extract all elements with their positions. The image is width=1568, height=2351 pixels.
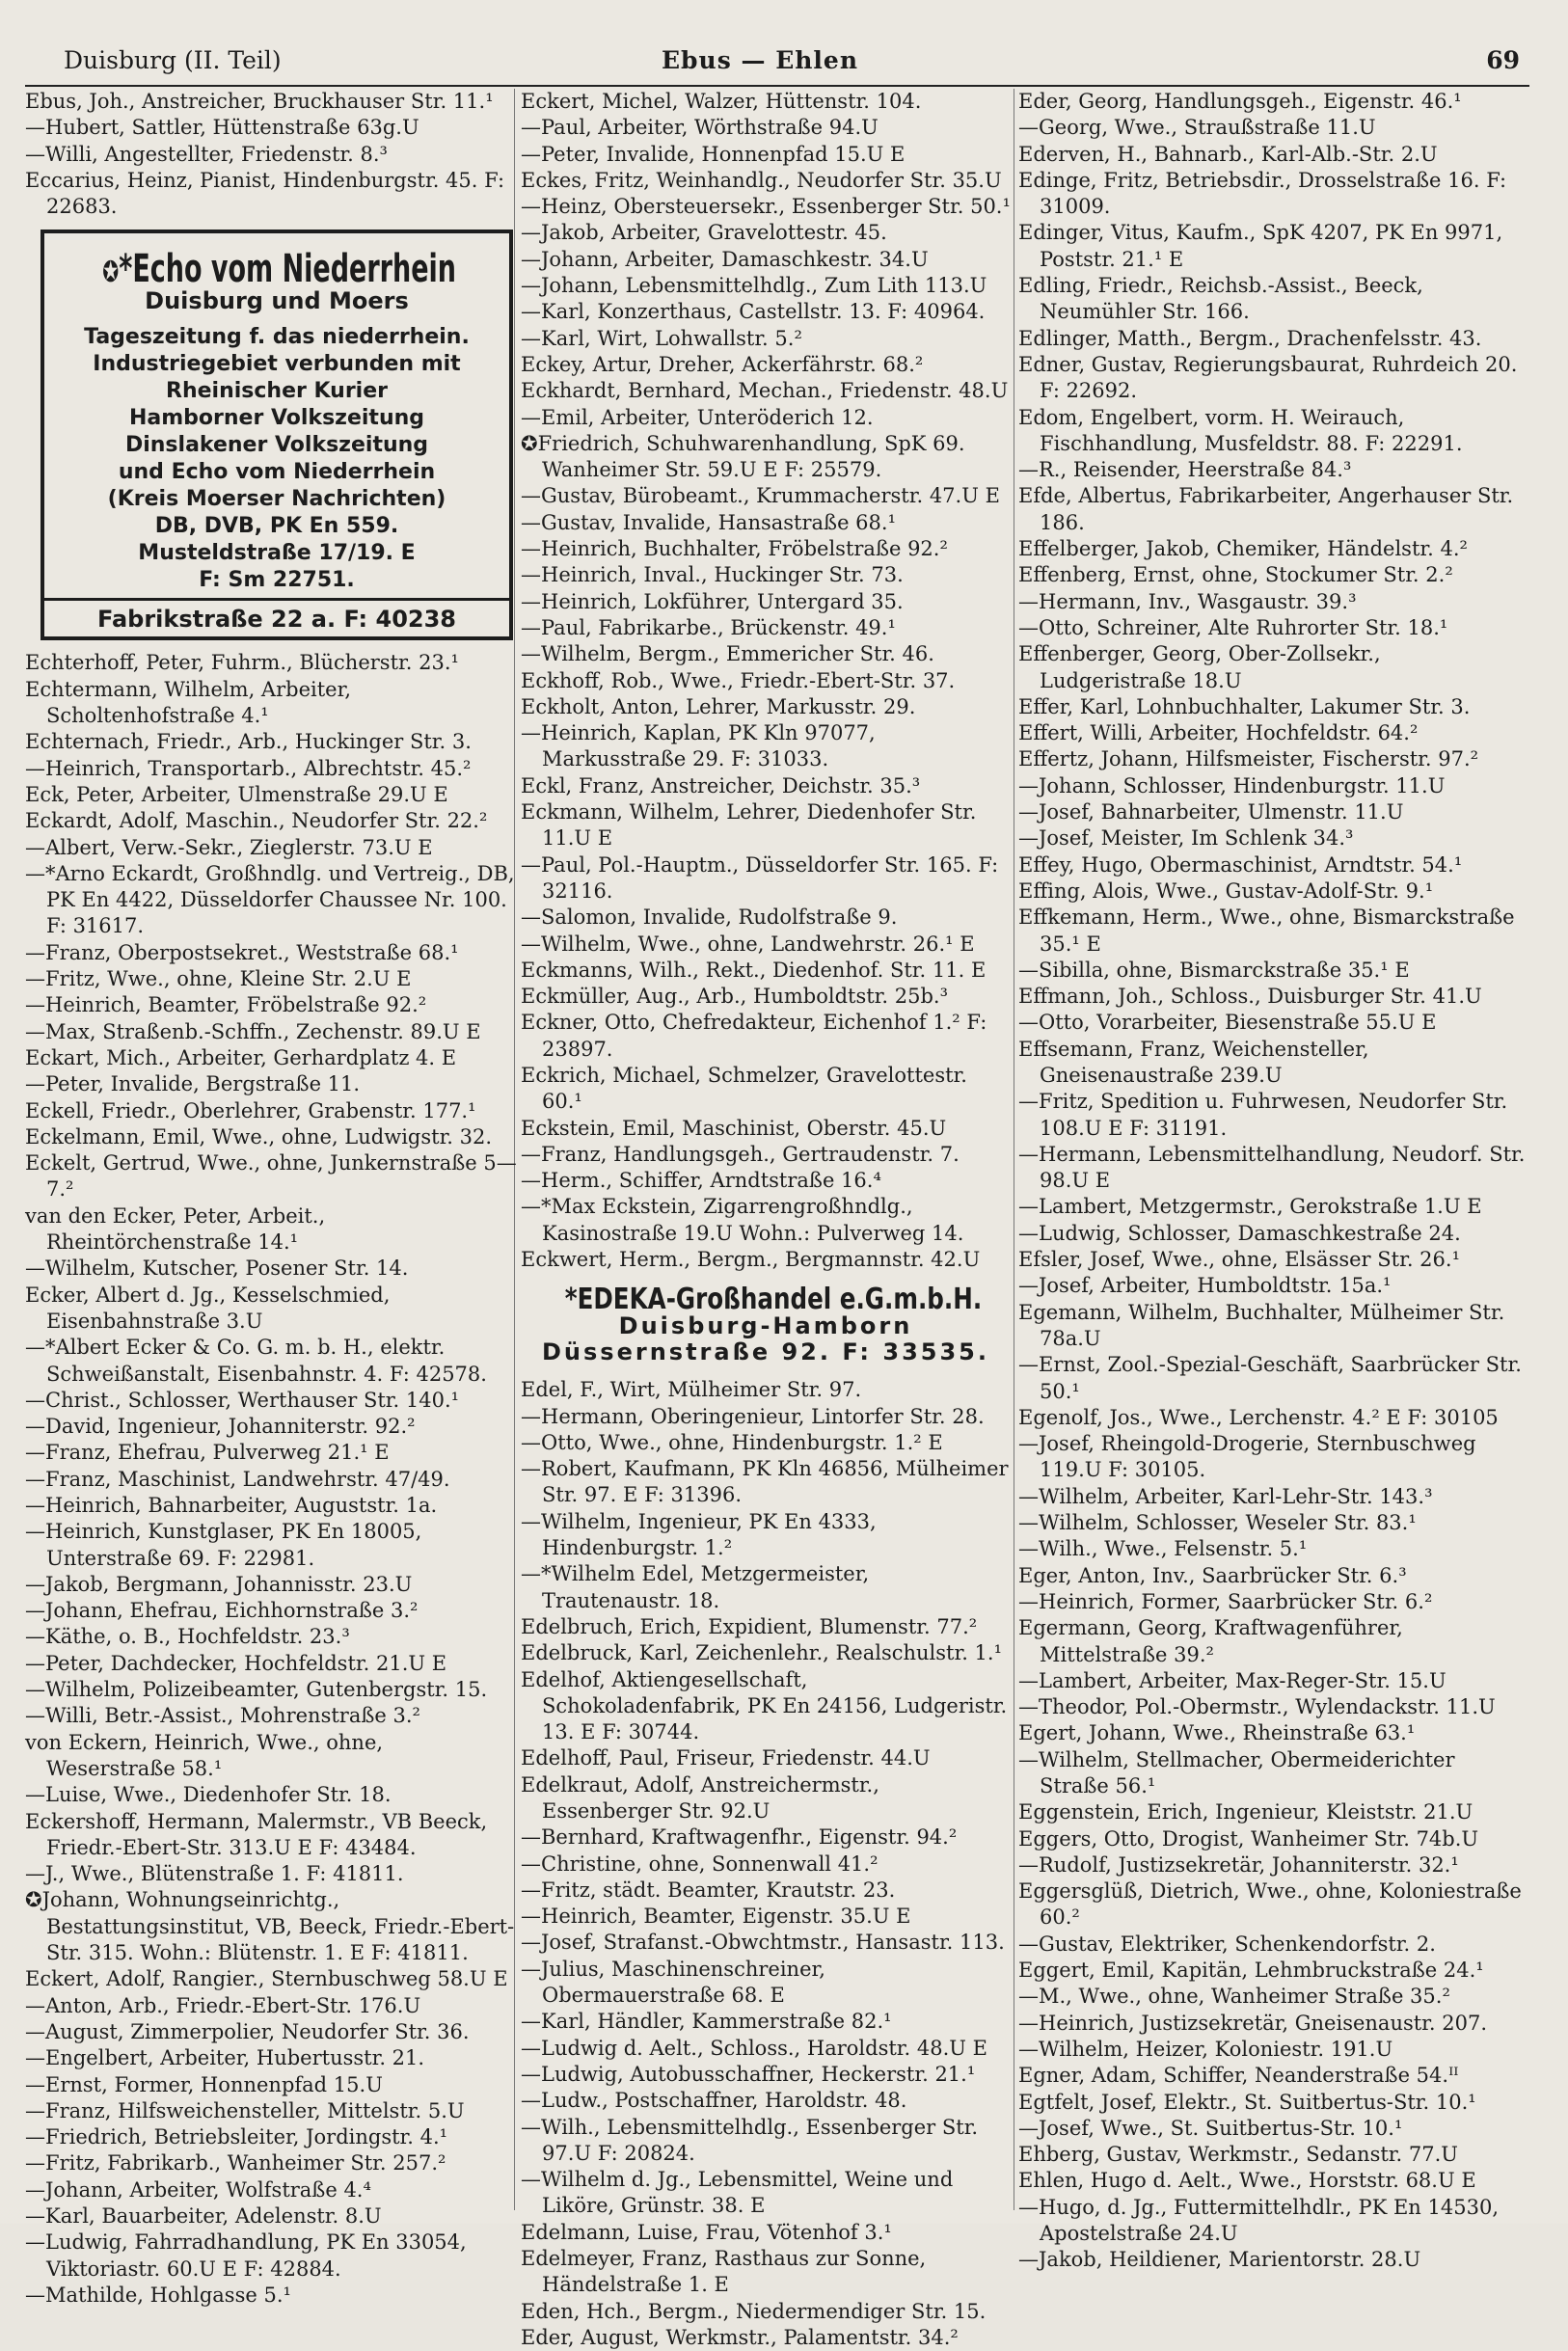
directory-entry: —Heinrich, Beamter, Fröbelstraße 92.² bbox=[25, 993, 427, 1017]
directory-entry: —Josef, Arbeiter, Humboldtstr. 15a.¹ bbox=[1018, 1274, 1392, 1298]
directory-entry: —Wilh., Wwe., Felsenstr. 5.¹ bbox=[1018, 1537, 1308, 1561]
directory-entry: Eckell, Friedr., Oberlehrer, Grabenstr. 177.¹ bbox=[25, 1098, 476, 1122]
directory-entry: Eggers, Otto, Drogist, Wanheimer Str. 74b.U bbox=[1018, 1826, 1479, 1851]
directory-entry: Effkemann, Herm., Wwe., ohne, Bismarckstraße 35.¹ E bbox=[1018, 905, 1515, 956]
directory-entry: —Christ., Schlosser, Werthauser Str. 140.¹ bbox=[25, 1388, 460, 1412]
directory-entry: —Wilhelm d. Jg., Lebensmittel, Weine und Liköre, Grünstr. 38. E bbox=[521, 2168, 954, 2218]
directory-entry: —Hermann, Inv., Wasgaustr. 39.³ bbox=[1018, 589, 1357, 613]
directory-entry: Eckmann, Wilhelm, Lehrer, Diedenhofer Str. 11.U E bbox=[521, 800, 977, 851]
directory-entry: —Heinz, Obersteuersekr., Essenberger Str. 50.¹ bbox=[521, 195, 1011, 219]
directory-entry: —Franz, Oberpostsekret., Weststraße 68.¹ bbox=[25, 940, 459, 964]
ad-subtitle: Duisburg und Moers bbox=[145, 286, 409, 314]
ad-gap bbox=[44, 314, 509, 324]
directory-entry: —*Arno Eckardt, Großhndlg. und Vertreig., DB, PK En 4422, Düsseldorfer Chaussee Nr. 100. F: 31617. bbox=[25, 861, 515, 938]
header-rule bbox=[25, 85, 1529, 87]
directory-entry: —Johann, Arbeiter, Damaschkestr. 34.U bbox=[521, 247, 929, 271]
directory-entry: —Josef, Wwe., St. Suitbertus-Str. 10.¹ bbox=[1018, 2116, 1403, 2140]
edeka-address: Düssernstraße 92. F: 33535. bbox=[542, 1338, 989, 1365]
directory-entry: —Ludwig, Fahrradhandlung, PK En 33054, Viktoriastr. 60.U E F: 42884. bbox=[25, 2230, 467, 2281]
directory-entry: —Christine, ohne, Sonnenwall 41.² bbox=[521, 1851, 879, 1876]
directory-entry: —Johann, Schlosser, Hindenburgstr. 11.U bbox=[1018, 773, 1446, 797]
directory-entry: Eckey, Artur, Dreher, Ackerfährstr. 68.² bbox=[521, 352, 924, 376]
directory-entry: —*Albert Ecker & Co. G. m. b. H., elektr. Schweißanstalt, Eisenbahnstr. 4. F: 42578. bbox=[25, 1336, 487, 1386]
directory-entry: —Heinrich, Justizsekretär, Gneisenaustr. 207. bbox=[1018, 2011, 1488, 2035]
directory-entry: —Ernst, Former, Honnenpfad 15.U bbox=[25, 2072, 383, 2096]
directory-entry: —Julius, Maschinenschreiner, Obermauerstraße 68. E bbox=[521, 1957, 825, 2008]
directory-entry: —Heinrich, Kunstglaser, PK En 18005, Unterstraße 69. F: 22981. bbox=[25, 1520, 422, 1570]
ad-line: Musteldstraße 17/19. E bbox=[138, 541, 416, 566]
directory-entry: Eggersglüß, Dietrich, Wwe., ohne, Koloniestraße 60.² bbox=[1018, 1879, 1522, 1930]
directory-entry: Effer, Karl, Lohnbuchhalter, Lakumer Str. 3. bbox=[1018, 694, 1471, 718]
directory-entry: —Otto, Vorarbeiter, Biesenstraße 55.U E bbox=[1018, 1011, 1437, 1035]
directory-entry: —Hubert, Sattler, Hüttenstraße 63g.U bbox=[25, 116, 419, 140]
directory-entry: —M., Wwe., ohne, Wanheimer Straße 35.² bbox=[1018, 1985, 1450, 2009]
directory-entry: —Rudolf, Justizsekretär, Johanniterstr. 32.¹ bbox=[1018, 1852, 1459, 1877]
directory-entry: —Paul, Pol.-Hauptm., Düsseldorfer Str. 165. F: 32116. bbox=[521, 852, 999, 903]
column-3 bbox=[1018, 89, 1527, 2272]
directory-entry: —Franz, Maschinist, Landwehrstr. 47/49. bbox=[25, 1467, 450, 1491]
directory-entry: —Ludwig, Schlosser, Damaschkestraße 24. bbox=[1018, 1221, 1461, 1245]
directory-entry: Eden, Hch., Bergm., Niedermendiger Str. 15. bbox=[521, 2299, 987, 2323]
ad-footer: Fabrikstraße 22 a. F: 40238 bbox=[44, 598, 509, 636]
directory-entry: —Ludwig, Autobusschaffner, Heckerstr. 21.¹ bbox=[521, 2062, 976, 2086]
directory-entry: —Paul, Fabrikarbe., Brückenstr. 49.¹ bbox=[521, 615, 896, 639]
directory-entry: —Robert, Kaufmann, PK Kln 46856, Mülheimer Str. 97. E F: 31396. bbox=[521, 1457, 1009, 1507]
column-2 bbox=[521, 89, 1011, 2349]
directory-entry: —Wilhelm, Wwe., ohne, Landwehrstr. 26.¹ E bbox=[521, 932, 975, 956]
directory-entry: Eckelmann, Emil, Wwe., ohne, Ludwigstr. 32. bbox=[25, 1124, 493, 1148]
directory-entry: Eckhoff, Rob., Wwe., Friedr.-Ebert-Str. 37. bbox=[521, 668, 956, 692]
directory-entry: Edel, F., Wirt, Mülheimer Str. 97. bbox=[521, 1378, 862, 1402]
directory-entry: —Josef, Rheingold-Drogerie, Sternbuschweg 119.U F: 30105. bbox=[1018, 1432, 1476, 1482]
directory-entry: —Johann, Ehefrau, Eichhornstraße 3.² bbox=[25, 1599, 419, 1623]
directory-entry: Egert, Johann, Wwe., Rheinstraße 63.¹ bbox=[1018, 1721, 1416, 1745]
directory-entry: —Gustav, Elektriker, Schenkendorfstr. 2. bbox=[1018, 1932, 1436, 1956]
directory-entry: —Herm., Schiffer, Arndtstraße 16.⁴ bbox=[521, 1169, 881, 1193]
directory-entry: —Willi, Angestellter, Friedenstr. 8.³ bbox=[25, 142, 388, 166]
directory-entry: Eder, Georg, Handlungsgeh., Eigenstr. 46.¹ bbox=[1018, 90, 1462, 113]
directory-entry: —Lambert, Metzgermstr., Gerokstraße 1.U E bbox=[1018, 1195, 1482, 1219]
directory-entry: Ebus, Joh., Anstreicher, Bruckhauser Str. 11.¹ bbox=[25, 90, 494, 113]
directory-entry: —Heinrich, Kaplan, PK Kln 97077, Markusstraße 29. F: 31033. bbox=[521, 721, 876, 771]
directory-entry: —Friedrich, Betriebsleiter, Jordingstr. 4.¹ bbox=[25, 2125, 448, 2149]
directory-entry: —Karl, Konzerthaus, Castellstr. 13. F: 40964. bbox=[521, 300, 986, 324]
directory-entry: —Johann, Arbeiter, Wolfstraße 4.⁴ bbox=[25, 2177, 371, 2202]
newspaper-advertisement bbox=[41, 230, 513, 640]
directory-entry: —Jakob, Arbeiter, Gravelottestr. 45. bbox=[521, 221, 887, 245]
directory-entry: Effenberg, Ernst, ohne, Stockumer Str. 2.² bbox=[1018, 563, 1453, 587]
directory-entry: Eder, August, Werkmstr., Palamentstr. 34.² bbox=[521, 2325, 959, 2349]
directory-entry: Efsler, Josef, Wwe., ohne, Elsässer Str. 26.¹ bbox=[1018, 1248, 1460, 1272]
directory-entry: Egtfelt, Josef, Elektr., St. Suitbertus-Str. 10.¹ bbox=[1018, 2090, 1476, 2114]
directory-entry: Eckwert, Herm., Bergm., Bergmannstr. 42.U bbox=[521, 1248, 981, 1272]
directory-entry: —Max, Straßenb.-Schffn., Zechenstr. 89.U E bbox=[25, 1019, 481, 1043]
directory-entry: Effing, Alois, Wwe., Gustav-Adolf-Str. 9.¹ bbox=[1018, 878, 1434, 903]
directory-entry: Eckes, Fritz, Weinhandlg., Neudorfer Str. 35.U bbox=[521, 168, 1002, 192]
directory-entry: —Wilhelm, Heizer, Koloniestr. 191.U bbox=[1018, 2037, 1393, 2061]
directory-entry: —Hermann, Lebensmittelhandlung, Neudorf. Str. 98.U E bbox=[1018, 1142, 1526, 1193]
directory-entry: —Josef, Meister, Im Schlenk 34.³ bbox=[1018, 826, 1354, 851]
directory-entry: —Peter, Dachdecker, Hochfeldstr. 21.U E bbox=[25, 1651, 447, 1675]
directory-entry: Edlinger, Matth., Bergm., Drachenfelsstr. 43. bbox=[1018, 326, 1482, 350]
directory-entry: —*Max Eckstein, Zigarrengroßhndlg., Kasinostraße 19.U Wohn.: Pulverweg 14. bbox=[521, 1195, 964, 1245]
header-center: Ebus — Ehlen bbox=[662, 46, 859, 74]
directory-entry: Eckart, Mich., Arbeiter, Gerhardplatz 4. E bbox=[25, 1045, 457, 1069]
directory-entry: —David, Ingenieur, Johanniterstr. 92.² bbox=[25, 1415, 416, 1439]
directory-entry: Eckmanns, Wilh., Rekt., Diedenhof. Str. 11. E bbox=[521, 958, 987, 982]
directory-entry: —Josef, Bahnarbeiter, Ulmenstr. 11.U bbox=[1018, 800, 1404, 824]
directory-entry: —Karl, Händler, Kammerstraße 82.¹ bbox=[521, 2010, 892, 2034]
entry-list bbox=[1018, 89, 1527, 2274]
directory-entry: —Theodor, Pol.-Obermstr., Wylendackstr. 11.U bbox=[1018, 1695, 1496, 1719]
ad-line: und Echo vom Niederrhein bbox=[118, 460, 436, 485]
directory-entry: Egner, Adam, Schiffer, Neanderstraße 54.ᴵᴵ bbox=[1018, 2064, 1459, 2088]
directory-entry: Eckelt, Gertrud, Wwe., ohne, Junkernstraße 5—7.² bbox=[25, 1151, 517, 1202]
entry-list bbox=[25, 650, 517, 2309]
directory-entry: —Josef, Strafanst.-Obwchtmstr., Hansastr. 113. bbox=[521, 1931, 1005, 1955]
directory-entry: Eccarius, Heinz, Pianist, Hindenburgstr. 45. F: 22683. bbox=[25, 168, 505, 219]
directory-entry: Eckstein, Emil, Maschinist, Oberstr. 45.U bbox=[521, 1116, 947, 1140]
directory-entry: Egenolf, Jos., Wwe., Lerchenstr. 4.² E F: 30105 bbox=[1018, 1405, 1499, 1429]
directory-entry: Edelhoff, Paul, Friseur, Friedenstr. 44.U bbox=[521, 1746, 931, 1770]
directory-entry: —Fritz, städt. Beamter, Krautstr. 23. bbox=[521, 1878, 896, 1902]
page-header bbox=[25, 39, 1529, 87]
directory-entry: —Jakob, Bergmann, Johannisstr. 23.U bbox=[25, 1572, 413, 1596]
directory-entry: —Sibilla, ohne, Bismarckstraße 35.¹ E bbox=[1018, 958, 1410, 982]
entry-list bbox=[25, 89, 517, 220]
ad-symbol: ✪ bbox=[102, 256, 120, 290]
directory-entry: Edling, Friedr., Reichsb.-Assist., Beeck, Neumühler Str. 166. bbox=[1018, 274, 1423, 324]
directory-entry: Edom, Engelbert, vorm. H. Weirauch, Fischhandlung, Musfeldstr. 88. F: 22291. bbox=[1018, 405, 1463, 455]
directory-entry: Eck, Peter, Arbeiter, Ulmenstraße 29.U E bbox=[25, 782, 448, 806]
directory-entry: —Franz, Handlungsgeh., Gertraudenstr. 7. bbox=[521, 1142, 960, 1166]
directory-entry: —Otto, Wwe., ohne, Hindenburgstr. 1.² E bbox=[521, 1430, 943, 1454]
edeka-title: *EDEKA-Großhandel e.G.m.b.H. bbox=[564, 1283, 983, 1317]
directory-entry: Egermann, Georg, Kraftwagenführer, Mittelstraße 39.² bbox=[1018, 1616, 1403, 1666]
directory-entry: Echterhoff, Peter, Fuhrm., Blücherstr. 23.¹ bbox=[25, 651, 459, 675]
directory-entry: —Luise, Wwe., Diedenhofer Str. 18. bbox=[25, 1783, 392, 1807]
directory-entry: Eckhardt, Bernhard, Mechan., Friedenstr. 48.U bbox=[521, 379, 1009, 403]
directory-entry: —Karl, Bauarbeiter, Adelenstr. 8.U bbox=[25, 2204, 382, 2228]
directory-entry: —J., Wwe., Blütenstraße 1. F: 41811. bbox=[25, 1862, 404, 1886]
directory-entry: Ehberg, Gustav, Werkmstr., Sedanstr. 77.U bbox=[1018, 2143, 1458, 2167]
directory-entry: Ederven, H., Bahnarb., Karl-Alb.-Str. 2.U bbox=[1018, 142, 1438, 166]
directory-entry: —Wilhelm, Bergm., Emmericher Str. 46. bbox=[521, 642, 934, 666]
directory-entry: Edinger, Vitus, Kaufm., SpK 4207, PK En 9971, Poststr. 21.¹ E bbox=[1018, 221, 1503, 271]
directory-entry: Edelkraut, Adolf, Anstreichermstr., Essenberger Str. 92.U bbox=[521, 1772, 879, 1823]
directory-entry: Effey, Hugo, Obermaschinist, Arndtstr. 54.¹ bbox=[1018, 852, 1463, 877]
directory-entry: —Lambert, Arbeiter, Max-Reger-Str. 15.U bbox=[1018, 1668, 1446, 1692]
directory-entry: —Emil, Arbeiter, Unteröderich 12. bbox=[521, 405, 874, 429]
directory-entry: Eggert, Emil, Kapitän, Lehmbruckstraße 24.¹ bbox=[1018, 1959, 1484, 1983]
directory-entry: —Heinrich, Bahnarbeiter, Auguststr. 1a. bbox=[25, 1493, 438, 1517]
directory-entry: Efde, Albertus, Fabrikarbeiter, Angerhauser Str. 186. bbox=[1018, 484, 1514, 534]
directory-entry: —Wilhelm, Polizeibeamter, Gutenbergstr. 15. bbox=[25, 1678, 488, 1702]
directory-entry: —Wilhelm, Kutscher, Posener Str. 14. bbox=[25, 1257, 409, 1281]
directory-entry: Edelbruch, Erich, Expidient, Blumenstr. 77.² bbox=[521, 1614, 978, 1638]
directory-entry: Eggenstein, Erich, Ingenieur, Kleiststr. 21.U bbox=[1018, 1800, 1473, 1824]
directory-entry: —Franz, Hilfsweichensteller, Mittelstr. 5.U bbox=[25, 2098, 465, 2122]
directory-entry: Ecker, Albert d. Jg., Kesselschmied, Eisenbahnstraße 3.U bbox=[25, 1283, 391, 1333]
directory-entry: Eckardt, Adolf, Maschin., Neudorfer Str. 22.² bbox=[25, 809, 488, 833]
ad-line: Tageszeitung f. das niederrhein. bbox=[84, 325, 470, 350]
directory-entry: —Engelbert, Arbeiter, Hubertusstr. 21. bbox=[25, 2046, 425, 2070]
directory-entry: —R., Reisender, Heerstraße 84.³ bbox=[1018, 458, 1352, 482]
directory-entry: Eckl, Franz, Anstreicher, Deichstr. 35.³ bbox=[521, 773, 921, 797]
directory-entry: —Ernst, Zool.-Spezial-Geschäft, Saarbrücker Str. 50.¹ bbox=[1018, 1353, 1522, 1403]
directory-entry: —Wilhelm, Schlosser, Weseler Str. 83.¹ bbox=[1018, 1511, 1417, 1535]
directory-entry: Edelhof, Aktiengesellschaft, Schokoladenfabrik, PK En 24156, Ludgeristr. 13. E F: 30744. bbox=[521, 1667, 1008, 1744]
directory-entry: —Gustav, Invalide, Hansastraße 68.¹ bbox=[521, 510, 896, 534]
directory-entry: —Georg, Wwe., Straußstraße 11.U bbox=[1018, 116, 1376, 140]
directory-entry: Eckershoff, Hermann, Malermstr., VB Beeck, Friedr.-Ebert-Str. 313.U E F: 43484. bbox=[25, 1809, 488, 1859]
ad-title-text: *Echo vom Niederrhein bbox=[119, 247, 456, 292]
directory-entry: Eckert, Adolf, Rangier., Sternbuschweg 58.U E bbox=[25, 1967, 508, 1991]
entry-list bbox=[521, 89, 1011, 1273]
edeka-city: Duisburg-Hamborn bbox=[618, 1311, 913, 1339]
directory-entry: —Franz, Ehefrau, Pulverweg 21.¹ E bbox=[25, 1441, 390, 1465]
directory-entry: Eckert, Michel, Walzer, Hüttenstr. 104. bbox=[521, 90, 922, 113]
directory-entry: —Heinrich, Inval., Huckinger Str. 73. bbox=[521, 563, 904, 587]
ad-line: Industriegebiet verbunden mit bbox=[93, 352, 461, 377]
directory-entry: Eckmüller, Aug., Arb., Humboldtstr. 25b.³ bbox=[521, 985, 949, 1009]
directory-entry: —August, Zimmerpolier, Neudorfer Str. 36. bbox=[25, 2019, 470, 2043]
directory-entry: —Fritz, Fabrikarb., Wanheimer Str. 257.² bbox=[25, 2151, 446, 2175]
directory-entry: —Karl, Wirt, Lohwallstr. 5.² bbox=[521, 326, 802, 350]
ad-line: Hamborner Volkszeitung bbox=[128, 406, 425, 431]
directory-entry: —Gustav, Bürobeamt., Krummacherstr. 47.U E bbox=[521, 484, 1000, 508]
directory-entry: Echternach, Friedr., Arb., Huckinger Str. 3. bbox=[25, 730, 472, 754]
column-1 bbox=[25, 89, 517, 2307]
ad-line: Dinslakener Volkszeitung bbox=[124, 433, 429, 458]
directory-entry: Effsemann, Franz, Weichensteller, Gneisenaustraße 239.U bbox=[1018, 1037, 1369, 1087]
directory-entry: —Salomon, Invalide, Rudolfstraße 9. bbox=[521, 905, 898, 930]
directory-entry: —Wilhelm, Stellmacher, Obermeiderichter Straße 56.¹ bbox=[1018, 1747, 1455, 1797]
directory-entry: —Heinrich, Former, Saarbrücker Str. 6.² bbox=[1018, 1589, 1433, 1613]
directory-entry: —Heinrich, Buchhalter, Fröbelstraße 92.² bbox=[521, 537, 948, 561]
directory-entry: —Hermann, Oberingenieur, Lintorfer Str. 28. bbox=[521, 1404, 985, 1428]
directory-entry: Eger, Anton, Inv., Saarbrücker Str. 6.³ bbox=[1018, 1563, 1407, 1587]
directory-entry: —Willi, Betr.-Assist., Mohrenstraße 3.² bbox=[25, 1704, 420, 1728]
directory-entry: —Heinrich, Lokführer, Untergard 35. bbox=[521, 589, 904, 613]
directory-entry: —Peter, Invalide, Bergstraße 11. bbox=[25, 1072, 361, 1096]
directory-entry: Effert, Willi, Arbeiter, Hochfeldstr. 64.² bbox=[1018, 721, 1419, 745]
directory-entry: —*Wilhelm Edel, Metzgermeister, Trautenaustr. 18. bbox=[521, 1562, 870, 1612]
directory-entry: Effelberger, Jakob, Chemiker, Händelstr. 4.² bbox=[1018, 537, 1468, 561]
directory-entry: —Wilhelm, Arbeiter, Karl-Lehr-Str. 143.³ bbox=[1018, 1484, 1433, 1508]
directory-entry: —Johann, Lebensmittelhdlg., Zum Lith 113.U bbox=[521, 274, 987, 298]
directory-entry: —Albert, Verw.-Sekr., Zieglerstr. 73.U E bbox=[25, 835, 433, 859]
directory-entry: Egemann, Wilhelm, Buchhalter, Mülheimer Str. 78a.U bbox=[1018, 1300, 1505, 1350]
directory-entry: —Otto, Schreiner, Alte Ruhrorter Str. 18.¹ bbox=[1018, 615, 1448, 639]
directory-entry: Edelmeyer, Franz, Rasthaus zur Sonne, Händelstraße 1. E bbox=[521, 2247, 927, 2297]
ad-line: Rheinischer Kurier bbox=[166, 379, 388, 404]
ad-title bbox=[102, 247, 456, 292]
directory-entry: Edelmann, Luise, Frau, Vötenhof 3.¹ bbox=[521, 2220, 892, 2244]
directory-entry: —Heinrich, Transportarb., Albrechtstr. 45.² bbox=[25, 756, 472, 780]
directory-entry: Effmann, Joh., Schloss., Duisburger Str. 41.U bbox=[1018, 985, 1482, 1009]
directory-entry: Effertz, Johann, Hilfsmeister, Fischerstr. 97.² bbox=[1018, 747, 1479, 771]
directory-entry: —Jakob, Heildiener, Marientorstr. 28.U bbox=[1018, 2248, 1421, 2272]
directory-entry: —Paul, Arbeiter, Wörthstraße 94.U bbox=[521, 116, 879, 140]
directory-entry: Echtermann, Wilhelm, Arbeiter, Scholtenhofstraße 4.¹ bbox=[25, 677, 351, 728]
directory-entry: —Ludw., Postschaffner, Haroldstr. 48. bbox=[521, 2089, 907, 2113]
ad-lines bbox=[44, 324, 509, 594]
directory-entry: —Wilhelm, Ingenieur, PK En 4333, Hindenburgstr. 1.² bbox=[521, 1509, 877, 1560]
ad-line: DB, DVB, PK En 559. bbox=[154, 514, 399, 539]
directory-entry: —Heinrich, Beamter, Eigenstr. 35.U E bbox=[521, 1905, 911, 1929]
directory-entry: —Mathilde, Hohlgasse 5.¹ bbox=[25, 2283, 291, 2307]
directory-entry: Eckrich, Michael, Schmelzer, Gravelottestr. 60.¹ bbox=[521, 1063, 967, 1114]
ad-line: (Kreis Moerser Nachrichten) bbox=[107, 487, 446, 512]
directory-entry: —Ludwig d. Aelt., Schloss., Haroldstr. 48.U E bbox=[521, 2036, 987, 2060]
edeka-advertisement bbox=[521, 1283, 1011, 1365]
directory-entry: —Käthe, o. B., Hochfeldstr. 23.³ bbox=[25, 1625, 350, 1649]
directory-entry: Eckholt, Anton, Lehrer, Markusstr. 29. bbox=[521, 694, 916, 718]
directory-entry: —Fritz, Spedition u. Fuhrwesen, Neudorfer Str. 108.U E F: 31191. bbox=[1018, 1090, 1508, 1140]
directory-entry: Effenberger, Georg, Ober-Zollsekr., Ludgeristraße 18.U bbox=[1018, 642, 1381, 692]
directory-entry: —Fritz, Wwe., ohne, Kleine Str. 2.U E bbox=[25, 967, 412, 991]
ad-line: F: Sm 22751. bbox=[199, 568, 355, 593]
directory-entry: Edelbruck, Karl, Zeichenlehr., Realschulstr. 1.¹ bbox=[521, 1641, 1003, 1665]
directory-entry: Eckner, Otto, Chefredakteur, Eichenhof 1.² F: 23897. bbox=[521, 1011, 987, 1061]
directory-entry: von Eckern, Heinrich, Wwe., ohne, Weserstraße 58.¹ bbox=[25, 1730, 384, 1780]
page-number: 69 bbox=[1486, 46, 1520, 74]
header-left: Duisburg (II. Teil) bbox=[64, 46, 282, 74]
entry-list bbox=[521, 1377, 1011, 2351]
directory-entry: Edinge, Fritz, Betriebsdir., Drosselstraße 16. F: 31009. bbox=[1018, 168, 1507, 219]
directory-entry: Ehlen, Hugo d. Aelt., Wwe., Horststr. 68.U E bbox=[1018, 2169, 1476, 2193]
directory-entry: —Peter, Invalide, Honnenpfad 15.U E bbox=[521, 142, 906, 166]
directory-entry: ✪Johann, Wohnungseinrichtg., Bestattungsinstitut, VB, Beeck, Friedr.-Ebert-Str. 315. Wohn.: Blütenstr. 1. E F: 41811. bbox=[25, 1888, 515, 1965]
directory-entry: —Wilh., Lebensmittelhdlg., Essenberger Str. 97.U F: 20824. bbox=[521, 2115, 979, 2165]
directory-entry: —Anton, Arb., Friedr.-Ebert-Str. 176.U bbox=[25, 1993, 421, 2017]
directory-entry: Edner, Gustav, Regierungsbaurat, Ruhrdeich 20. F: 22692. bbox=[1018, 352, 1518, 403]
directory-entry: —Hugo, d. Jg., Futtermittelhdlr., PK En 14530, Apostelstraße 24.U bbox=[1018, 2195, 1499, 2246]
directory-entry: van den Ecker, Peter, Arbeit., Rheintörchenstraße 14.¹ bbox=[25, 1203, 326, 1255]
directory-entry: ✪Friedrich, Schuhwarenhandlung, SpK 69. Wanheimer Str. 59.U E F: 25579. bbox=[521, 431, 965, 482]
directory-entry: —Bernhard, Kraftwagenfhr., Eigenstr. 94.² bbox=[521, 1825, 958, 1850]
